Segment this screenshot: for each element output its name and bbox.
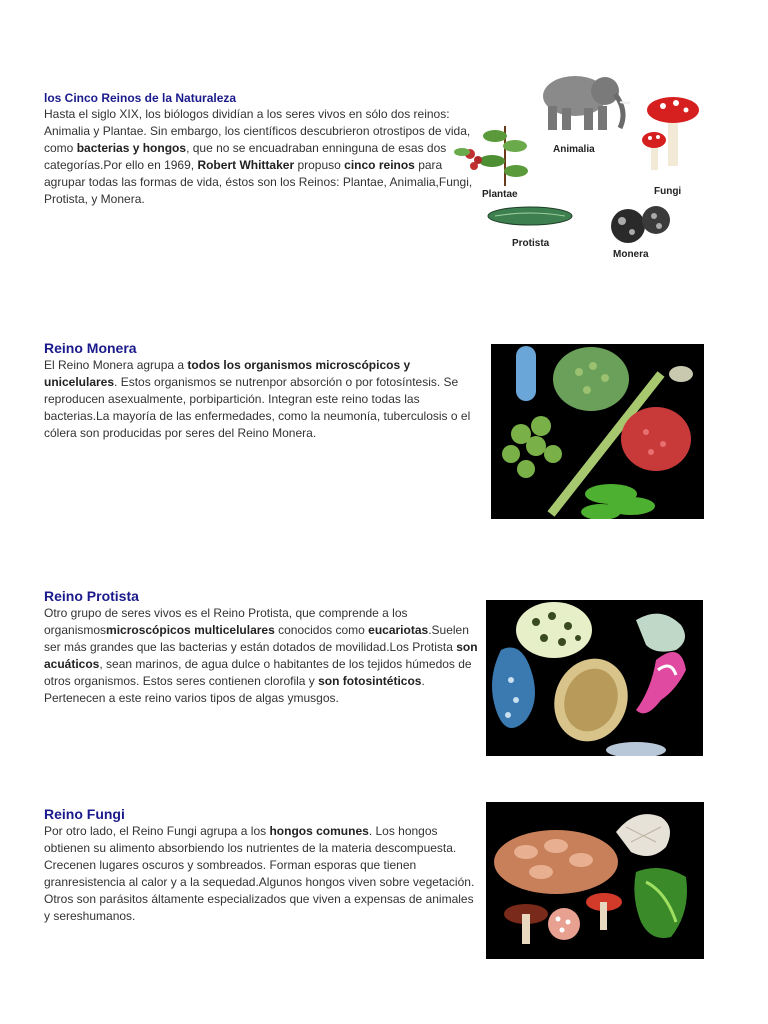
label-animalia: Animalia [553, 144, 595, 155]
bold-run: Robert Whittaker [197, 158, 295, 172]
text-run: para agrupar todas las formas de vida, éstos son los Reinos: Plantae, Animalia,Fungi, Protista, y Monera. [44, 158, 473, 206]
text-run: propuso [294, 158, 345, 172]
bold-run: microscópicos multicelulares [106, 623, 275, 637]
section-title: Reino Monera [44, 340, 137, 356]
label-plantae: Plantae [482, 189, 518, 200]
text-run: Por otro lado, el Reino Fungi agrupa a los [44, 824, 270, 838]
section-reino-fungi [44, 806, 480, 925]
section-title: Reino Protista [44, 588, 139, 604]
section-reino-monera [44, 340, 480, 442]
bold-run: todos los organismos microscópicos y unicelulares [44, 358, 411, 389]
section-text [44, 357, 480, 442]
monera-illustration [611, 206, 670, 243]
text-run: Hasta el siglo XIX, los biólogos dividían a los seres vivos en sólo dos reinos: Animalia y Plantae. Sin embargo, los científicos descubrieron otrostipos de vida, como [44, 107, 471, 155]
text-run: Otro grupo de seres vivos es el Reino Protista, que comprende a los organismos [44, 606, 408, 637]
label-protista: Protista [512, 238, 550, 249]
monera-photo [491, 344, 704, 519]
label-fungi: Fungi [654, 186, 682, 197]
text-run: El Reino Monera agrupa a [44, 358, 188, 372]
fungi-photo [486, 802, 704, 959]
section-cinco-reinos [44, 91, 480, 208]
text-run: , que no se encuadraban enninguna de esas dos categorías.Por ello en 1969, [44, 141, 447, 172]
section-text [44, 823, 480, 925]
text-run: conocidos como [274, 623, 369, 637]
five-kingdoms-figure [450, 66, 700, 266]
text-run: . Pertenecen a este reino varios tipos de algas ymusgos. [44, 674, 425, 705]
bold-run: son fotosintéticos [318, 674, 422, 688]
bold-run: son acuáticos [44, 640, 478, 671]
section-text [44, 605, 480, 707]
section-text [44, 106, 480, 208]
bold-run: bacterias y hongos [76, 141, 187, 155]
protista-photo [486, 600, 703, 756]
mushroom-illustration [642, 97, 699, 170]
section-title: Reino Fungi [44, 806, 125, 822]
bold-run: eucariotas [368, 623, 429, 637]
text-run: . Los hongos obtienen su alimento absorbiendo los nutrientes de la materia descompuesta. Crecenen lugares oscuros y sombreados. Forman esporas que tienen granresistencia al calor y a la sequedad.Algunos hongos viven sobre vegetación. Otros son parásitos áltamente especializados que viven a expensas de animales y sereshumanos. [44, 824, 475, 923]
elephant-illustration [543, 76, 630, 130]
section-title: los Cinco Reinos de la Naturaleza [44, 91, 237, 105]
text-run: , sean marinos, de agua dulce o habitantes de los tejidos húmedos de otros organismos. Estos seres contienen clorofila y [44, 657, 472, 688]
text-run: . Estos organismos se nutrenpor absorción o por fotosíntesis. Se reproducen asexualmente, porbipartición. Integran este reino todas las bacterias.La mayoría de las enfermedades, como la neumonía, tuberculosis o el cólera son producidas por seres del Reino Monera. [44, 375, 471, 440]
plant-illustration [454, 126, 528, 186]
bold-run: hongos comunes [269, 824, 369, 838]
protista-illustration [488, 207, 572, 225]
label-monera: Monera [613, 249, 649, 260]
bold-run: cinco reinos [344, 158, 415, 172]
text-run: .Suelen ser más grandes que las bacterias y están dotados de movilidad.Los Protista [44, 623, 469, 654]
section-reino-protista [44, 588, 480, 707]
